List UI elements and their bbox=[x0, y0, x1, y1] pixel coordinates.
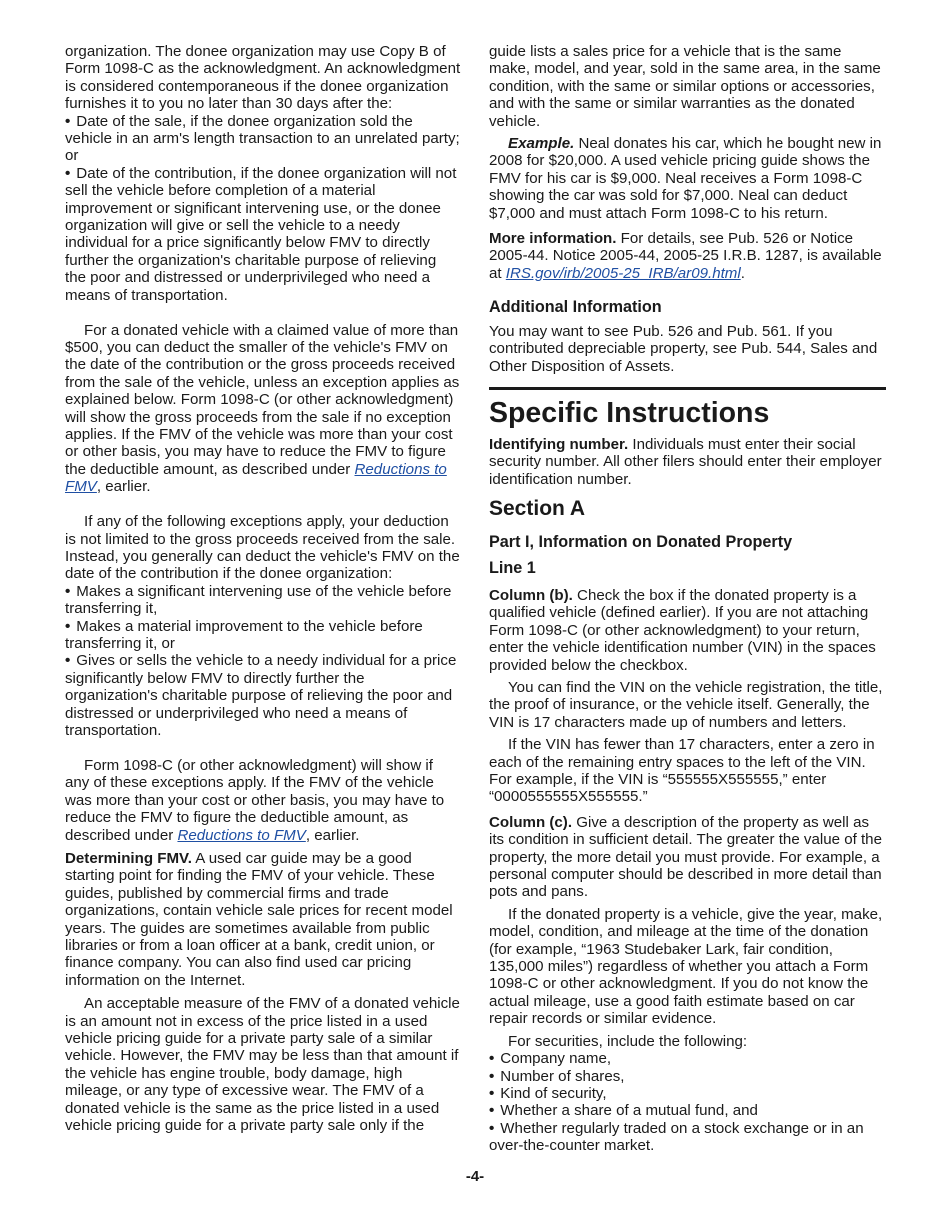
bullet-item: • Date of the sale, if the donee organization sold the vehicle in an arm's length transaction to an unrelated party; or bbox=[65, 112, 460, 165]
section-heading: Section A bbox=[489, 497, 586, 521]
paragraph: organization. The donee organization may use Copy B of Form 1098-C as the acknowledgment. An acknowledgment is considered contemporaneous if the donee organization furnishes it to you no later than 30 days after the: bbox=[65, 43, 461, 113]
paragraph: If the donated property is a vehicle, give the year, make, model, condition, and mileage at the time of the donation (for example, “1963 Studebaker Lark, fair condition, 135,000 miles”) regardless of whether you attach a Form 1098-C or other acknowledgment. If you do not know the actual mileage, use a good faith estimate based on car repair records or similar evidence. bbox=[489, 905, 883, 1028]
bullet-icon: • bbox=[489, 1119, 495, 1137]
line-heading: Line 1 bbox=[489, 558, 536, 577]
section-heading: Additional Information bbox=[489, 298, 662, 317]
paragraph: For a donated vehicle with a claimed value of more than $500, you can deduct the smaller of the vehicle's FMV on the date of the contribution or the gross proceeds received from the sale of the vehicle, unless an exception applies as explained below. Form 1098-C (or other acknowledgment) will show the gross proceeds from the sale if no exception applies. If the FMV of the vehicle was more than your cost or other basis, you may have to reduce the FMV to figure the deductible amount, as described under Reductions to FMV, earlier. bbox=[65, 321, 460, 496]
bullet-icon: • bbox=[65, 652, 71, 670]
paragraph: If the VIN has fewer than 17 characters, enter a zero in each of the remaining entry spaces to the left of the VIN. For example, if the VIN is “555555X555555,” enter “0000555555X555555.” bbox=[489, 736, 875, 806]
paragraph: Identifying number. Individuals must enter their social security number. All other filers should enter their employer identification number. bbox=[489, 435, 882, 488]
divider bbox=[489, 387, 886, 390]
run-in-heading: More information. bbox=[489, 230, 617, 248]
paragraph: You may want to see Pub. 526 and Pub. 561. If you contributed depreciable property, see Pub. 544, Sales and Other Disposition of Assets. bbox=[489, 322, 878, 375]
paragraph: Example. Neal donates his car, which he bought new in 2008 for $20,000. A used vehicle pricing guide shows the FMV for his car is $9,000. Neal receives a Form 1098-C showing the car was sold for $7,000. Neal can deduct $7,000 and must attach Form 1098-C to his return. bbox=[489, 135, 882, 222]
paragraph: guide lists a sales price for a vehicle that is the same make, model, and year, sold in the same area, in the same condition, with the same or similar options or accessories, and with the same or similar warranties as the donated vehicle. bbox=[489, 43, 881, 130]
bullet-icon: • bbox=[489, 1084, 495, 1102]
paragraph: Column (c). Give a description of the property as well as its condition in sufficient detail. The greater the value of the property, the more detail you must provide. For example, a personal computer should be described in more detail than pots and pans. bbox=[489, 813, 882, 901]
list-item: • Company name, bbox=[489, 1050, 612, 1068]
bullet-icon: • bbox=[65, 164, 71, 182]
list-item: • Number of shares, bbox=[489, 1067, 625, 1085]
bullet-item: • Makes a material improvement to the vehicle before transferring it, or bbox=[65, 617, 423, 652]
bullet-item: • Gives or sells the vehicle to a needy individual for a price significantly below FMV to directly further the organization's charitable purpose of relieving the poor and distressed or underprivileged who need a means of transportation. bbox=[65, 652, 457, 740]
part-heading: Part I, Information on Donated Property bbox=[489, 533, 793, 552]
bullet-icon: • bbox=[489, 1067, 495, 1085]
run-in-heading: Identifying number. bbox=[489, 435, 629, 453]
run-in-heading: Example. bbox=[508, 135, 575, 153]
list-item: • Whether regularly traded on a stock exchange or in an over-the-counter market. bbox=[489, 1119, 864, 1155]
bullet-item: • Date of the contribution, if the donee organization will not sell the vehicle before completion of a material improvement or significant intervening use, or the donee organization will give or sell the vehicle to a needy individual for a price significantly below FMV to directly further the organization's charitable purpose of relieving the poor and distressed or underprivileged who need a means of transportation. bbox=[65, 164, 457, 304]
paragraph: An acceptable measure of the FMV of a donated vehicle is an amount not in excess of the price listed in a used vehicle pricing guide for a private party sale of a similar vehicle. However, the FMV may be less than that amount if the vehicle has engine trouble, body damage, high mileage, or any type of excessive wear. The FMV of a donated vehicle is the same as the price listed in a used vehicle pricing guide for a private party sale only if the bbox=[65, 995, 460, 1135]
paragraph: You can find the VIN on the vehicle registration, the title, the proof of insurance, or the vehicle itself. Generally, the VIN is 17 characters made up of numbers and letters. bbox=[489, 678, 883, 731]
run-in-heading: Determining FMV. bbox=[65, 849, 192, 867]
irs-notice-link[interactable]: IRS.gov/irb/2005-25_IRB/ar09.html bbox=[505, 264, 741, 282]
bullet-icon: • bbox=[65, 617, 71, 635]
list-item: • Kind of security, bbox=[489, 1084, 607, 1102]
paragraph: For securities, include the following: bbox=[508, 1032, 748, 1050]
page-title: Specific Instructions bbox=[489, 396, 770, 429]
paragraph: Form 1098-C (or other acknowledgment) will show if any of these exceptions apply. If the FMV of the vehicle was more than your cost or other basis, you may have to reduce the FMV to figure the deductible amount, as described under Reductions to FMV, earlier. bbox=[65, 756, 445, 844]
bullet-icon: • bbox=[65, 112, 71, 130]
bullet-icon: • bbox=[489, 1050, 495, 1068]
bullet-icon: • bbox=[489, 1102, 495, 1120]
paragraph: Column (b). Check the box if the donated property is a qualified vehicle (defined earlier). If you are not attaching Form 1098-C (or other acknowledgment) to your return, enter the vehicle identification number (VIN) in the spaces provided below the checkbox. bbox=[489, 586, 876, 674]
paragraph: If any of the following exceptions apply, your deduction is not limited to the gross proceeds received from the sale. Instead, you generally can deduct the vehicle's FMV on the date of the contribution if the donee organization: bbox=[65, 513, 460, 583]
page-number: -4- bbox=[465, 1168, 485, 1185]
paragraph: More information. For details, see Pub. 526 or Notice 2005-44. Notice 2005-44, 2005-25 I.R.B. 1287, is available at IRS.gov/irb/2005-25_IRB/ar09.html. bbox=[489, 230, 882, 282]
run-in-heading: Column (b). bbox=[489, 586, 573, 604]
list-item: • Whether a share of a mutual fund, and bbox=[489, 1102, 758, 1120]
left-column bbox=[65, 43, 461, 1134]
right-column bbox=[489, 43, 886, 1155]
reductions-to-fmv-link[interactable]: Reductions to FMV bbox=[65, 460, 447, 496]
paragraph: Determining FMV. A used car guide may be a good starting point for finding the FMV of your vehicle. These guides, published by commercial firms and trade organizations, contain vehicle sale prices for recent model years. The guides are sometimes available from public libraries or from a loan officer at a bank, credit union, or finance company. You can also find used car pricing information on the Internet. bbox=[65, 849, 453, 989]
bullet-item: • Makes a significant intervening use of the vehicle before transferring it, bbox=[65, 582, 452, 618]
run-in-heading: Column (c). bbox=[489, 813, 573, 831]
reductions-to-fmv-link[interactable]: Reductions to FMV bbox=[177, 826, 306, 844]
bullet-icon: • bbox=[65, 582, 71, 600]
